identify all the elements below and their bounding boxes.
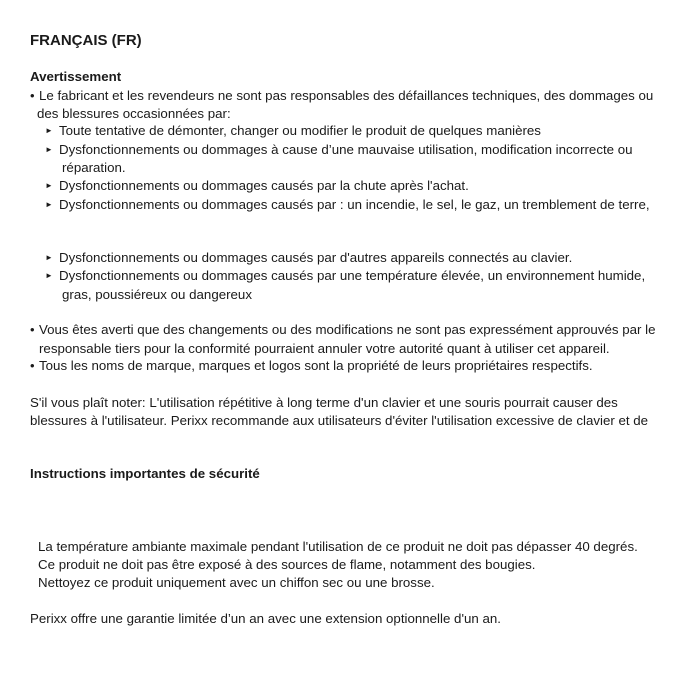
warning-heading: Avertissement — [30, 69, 122, 84]
bullet-icon: • — [30, 358, 35, 373]
warning-item: Dysfonctionnements ou dommages causés par une température élevée, un environnement humide, — [59, 268, 646, 283]
safety-heading: Instructions importantes de sécurité — [30, 466, 260, 481]
warning-item: Dysfonctionnements ou dommages causés par la chute après l'achat. — [59, 178, 469, 193]
notice-line: responsable tiers pour la conformité pourraient annuler votre autorité quant à utiliser cet appareil. — [39, 341, 610, 356]
arrow-bullet-icon: ► — [45, 253, 53, 262]
note-line: blessures à l'utilisateur. Perixx recommande aux utilisateurs d'éviter l'utilisation excessive de clavier et de — [30, 413, 649, 428]
arrow-bullet-icon: ► — [45, 181, 53, 190]
safety-instruction: Nettoyez ce produit uniquement avec un chiffon sec ou une brosse. — [38, 575, 435, 590]
warning-item: Dysfonctionnements ou dommages causés par : un incendie, le sel, le gaz, un tremblement de terre, — [59, 197, 650, 212]
safety-instruction: La température ambiante maximale pendant l'utilisation de ce produit ne doit pas dépasser 40 degrés. — [38, 539, 638, 554]
warning-item: Dysfonctionnements ou dommages causés par d'autres appareils connectés au clavier. — [59, 250, 573, 265]
arrow-bullet-icon: ► — [45, 200, 53, 209]
warning-item-continuation: gras, poussiéreux ou dangereux — [62, 287, 252, 302]
note-line: S'il vous plaît noter: L'utilisation répétitive à long terme d'un clavier et une souris pourrait causer des — [30, 395, 618, 410]
warning-intro-line: Le fabricant et les revendeurs ne sont pas responsables des défaillances techniques, des dommages ou — [39, 88, 654, 103]
arrow-bullet-icon: ► — [45, 145, 53, 154]
warning-intro-line: des blessures occasionnées par: — [37, 106, 231, 121]
warning-item-continuation: réparation. — [62, 160, 126, 175]
arrow-bullet-icon: ► — [45, 271, 53, 280]
arrow-bullet-icon: ► — [45, 126, 53, 135]
notice-line: Vous êtes averti que des changements ou des modifications ne sont pas expressément approuvés par le — [39, 322, 656, 337]
warning-item: Toute tentative de démonter, changer ou modifier le produit de quelques manières — [59, 123, 541, 138]
notice-line: Tous les noms de marque, marques et logos sont la propriété de leurs propriétaires respectifs. — [39, 358, 593, 373]
bullet-icon: • — [30, 322, 35, 337]
page-title: FRANÇAIS (FR) — [30, 32, 142, 49]
bullet-icon: • — [30, 88, 35, 103]
safety-instruction: Ce produit ne doit pas être exposé à des sources de flame, notamment des bougies. — [38, 557, 536, 572]
warranty-text: Perixx offre une garantie limitée d’un an avec une extension optionnelle d'un an. — [30, 611, 501, 626]
warning-item: Dysfonctionnements ou dommages à cause d’une mauvaise utilisation, modification incorrecte ou — [59, 142, 633, 157]
